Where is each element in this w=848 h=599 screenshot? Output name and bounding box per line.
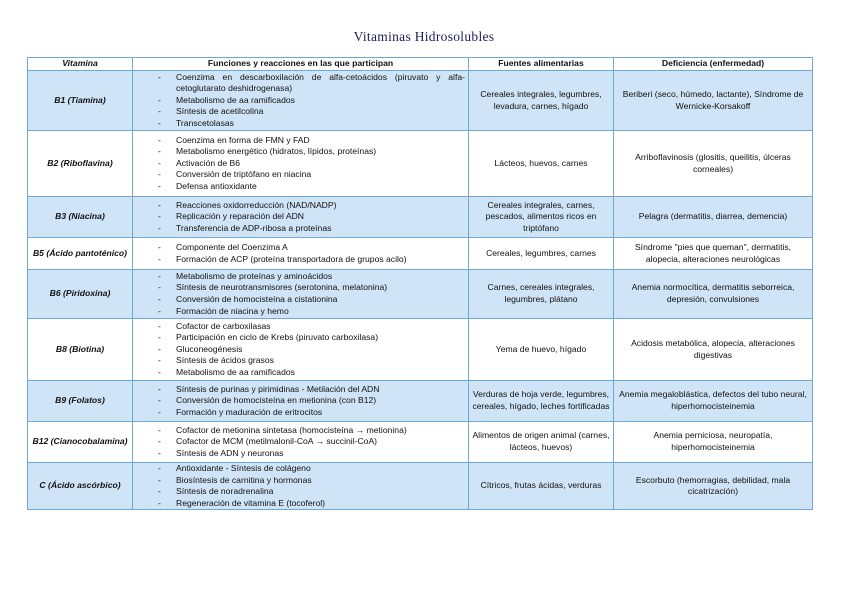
functions-cell xyxy=(133,270,469,319)
vitamin-name: C (Ácido ascórbico) xyxy=(28,463,133,510)
function-item: - Replicación y reparación del ADN xyxy=(158,211,465,223)
function-item: - Conversión de triptófano en niacina xyxy=(158,169,465,181)
functions-cell xyxy=(133,422,469,463)
vitamin-name: B1 (Tiamina) xyxy=(28,71,133,131)
deficiency-disease: Acidosis metabólica, alopecia, alteraciones digestivas xyxy=(614,319,813,381)
function-item: - Regeneración de vitamina E (tocoferol) xyxy=(158,498,465,510)
function-item: - Metabolismo de aa ramificados xyxy=(158,95,465,107)
function-item: - Síntesis de acetilcolina xyxy=(158,106,465,118)
function-item: - Transcetolasas xyxy=(158,118,465,130)
deficiency-disease: Pelagra (dermatitis, diarrea, demencia) xyxy=(614,197,813,238)
food-sources: Cereales integrales, carnes, pescados, alimentos ricos en triptófano xyxy=(469,197,614,238)
function-item: - Gluconeogénesis xyxy=(158,344,465,356)
vitamin-name: B9 (Folatos) xyxy=(28,381,133,422)
functions-list xyxy=(136,384,465,419)
functions-list xyxy=(136,135,465,193)
header-deficiencia: Deficiencia (enfermedad) xyxy=(614,58,813,71)
food-sources: Cereales, legumbres, carnes xyxy=(469,238,614,270)
food-sources: Lácteos, huevos, carnes xyxy=(469,131,614,197)
function-item: - Conversión de homocisteína a cistationina xyxy=(158,294,465,306)
deficiency-disease: Anemia normocítica, dermatitis seborreica, depresión, convulsiones xyxy=(614,270,813,319)
vitamin-name: B6 (Piridoxina) xyxy=(28,270,133,319)
functions-cell xyxy=(133,197,469,238)
function-item: - Transferencia de ADP-ribosa a proteínas xyxy=(158,223,465,235)
functions-cell xyxy=(133,463,469,510)
table-row xyxy=(28,238,813,270)
functions-cell xyxy=(133,238,469,270)
function-item: - Síntesis de noradrenalina xyxy=(158,486,465,498)
deficiency-disease: Síndrome "pies que queman", dermatitis, alopecia, alteraciones neurológicas xyxy=(614,238,813,270)
deficiency-disease: Beriberi (seco, húmedo, lactante), Síndrome de Wernicke-Korsakoff xyxy=(614,71,813,131)
functions-list xyxy=(136,425,465,460)
table-row xyxy=(28,71,813,131)
table-header-row xyxy=(28,58,813,71)
food-sources: Alimentos de origen animal (carnes, lácteos, huevos) xyxy=(469,422,614,463)
function-item: - Síntesis de neurotransmisores (serotonina, melatonina) xyxy=(158,282,465,294)
function-item: - Reacciones oxidorreducción (NAD/NADP) xyxy=(158,200,465,212)
function-item: - Biosíntesis de carnitina y hormonas xyxy=(158,475,465,487)
function-item: - Síntesis de purinas y pirimidinas - Metilación del ADN xyxy=(158,384,465,396)
function-item: - Formación de niacina y hemo xyxy=(158,306,465,318)
deficiency-disease: Anemia megaloblástica, defectos del tubo neural, hiperhomocisteinemia xyxy=(614,381,813,422)
vitamin-name: B3 (Niacina) xyxy=(28,197,133,238)
table-row xyxy=(28,270,813,319)
function-item: - Síntesis de ADN y neuronas xyxy=(158,448,465,460)
page-title: Vitaminas Hidrosolubles xyxy=(353,29,495,44)
function-item: - Formación y maduración de eritrocitos xyxy=(158,407,465,419)
function-item: - Participación en ciclo de Krebs (piruvato carboxilasa) xyxy=(158,332,465,344)
vitamin-name: B2 (Riboflavina) xyxy=(28,131,133,197)
food-sources: Cereales integrales, legumbres, levadura, carnes, hígado xyxy=(469,71,614,131)
functions-cell xyxy=(133,381,469,422)
functions-list xyxy=(136,463,465,509)
functions-cell xyxy=(133,319,469,381)
functions-list xyxy=(136,242,465,265)
vitamin-name: B12 (Cianocobalamina) xyxy=(28,422,133,463)
table-row xyxy=(28,131,813,197)
function-item: - Conversión de homocisteína en metionina (con B12) xyxy=(158,395,465,407)
vitamin-name: B5 (Ácido pantoténico) xyxy=(28,238,133,270)
food-sources: Yema de huevo, hígado xyxy=(469,319,614,381)
table-row xyxy=(28,319,813,381)
header-funciones: Funciones y reacciones en las que participan xyxy=(133,58,469,71)
function-item: - Formación de ACP (proteína transportadora de grupos acilo) xyxy=(158,254,465,266)
function-item: - Cofactor de carboxilasas xyxy=(158,321,465,333)
deficiency-disease: Anemia perniciosa, neuropatía, hiperhomocisteinemia xyxy=(614,422,813,463)
table-row xyxy=(28,197,813,238)
function-item: - Síntesis de ácidos grasos xyxy=(158,355,465,367)
header-fuentes: Fuentes alimentarias xyxy=(469,58,614,71)
function-item: - Activación de B6 xyxy=(158,158,465,170)
table-row xyxy=(28,381,813,422)
function-item: - Antioxidante - Síntesis de colágeno xyxy=(158,463,465,475)
functions-list xyxy=(136,72,465,130)
functions-cell xyxy=(133,131,469,197)
deficiency-disease: Escorbuto (hemorragias, debilidad, mala cicatrización) xyxy=(614,463,813,510)
functions-cell xyxy=(133,71,469,131)
food-sources: Cítricos, frutas ácidas, verduras xyxy=(469,463,614,510)
food-sources: Verduras de hoja verde, legumbres, cereales, hígado, leches fortificadas xyxy=(469,381,614,422)
functions-list xyxy=(136,271,465,317)
vitamin-name: B8 (Biotina) xyxy=(28,319,133,381)
deficiency-disease: Arriboflavinosis (glositis, queilitis, úlceras corneales) xyxy=(614,131,813,197)
food-sources: Carnes, cereales integrales, legumbres, plátano xyxy=(469,270,614,319)
function-item: - Coenzima en forma de FMN y FAD xyxy=(158,135,465,147)
table-row xyxy=(28,463,813,510)
function-item: - Cofactor de MCM (metilmalonil-CoA → succinil-CoA) xyxy=(158,436,465,448)
functions-list xyxy=(136,321,465,379)
function-item: - Coenzima en descarboxilación de alfa-cetoácidos (piruvato y alfa-cetoglutarato deshidrogenasa) xyxy=(158,72,465,95)
function-item: - Componente del Coenzima A xyxy=(158,242,465,254)
functions-list xyxy=(136,200,465,235)
function-item: - Cofactor de metionina sintetasa (homocisteína → metionina) xyxy=(158,425,465,437)
function-item: - Metabolismo energético (hidratos, lípidos, proteínas) xyxy=(158,146,465,158)
function-item: - Metabolismo de proteínas y aminoácidos xyxy=(158,271,465,283)
vitamins-table xyxy=(27,57,813,510)
function-item: - Metabolismo de aa ramificados xyxy=(158,367,465,379)
table-row xyxy=(28,422,813,463)
function-item: - Defensa antioxidante xyxy=(158,181,465,193)
header-vitamina: Vitamina xyxy=(28,58,133,71)
